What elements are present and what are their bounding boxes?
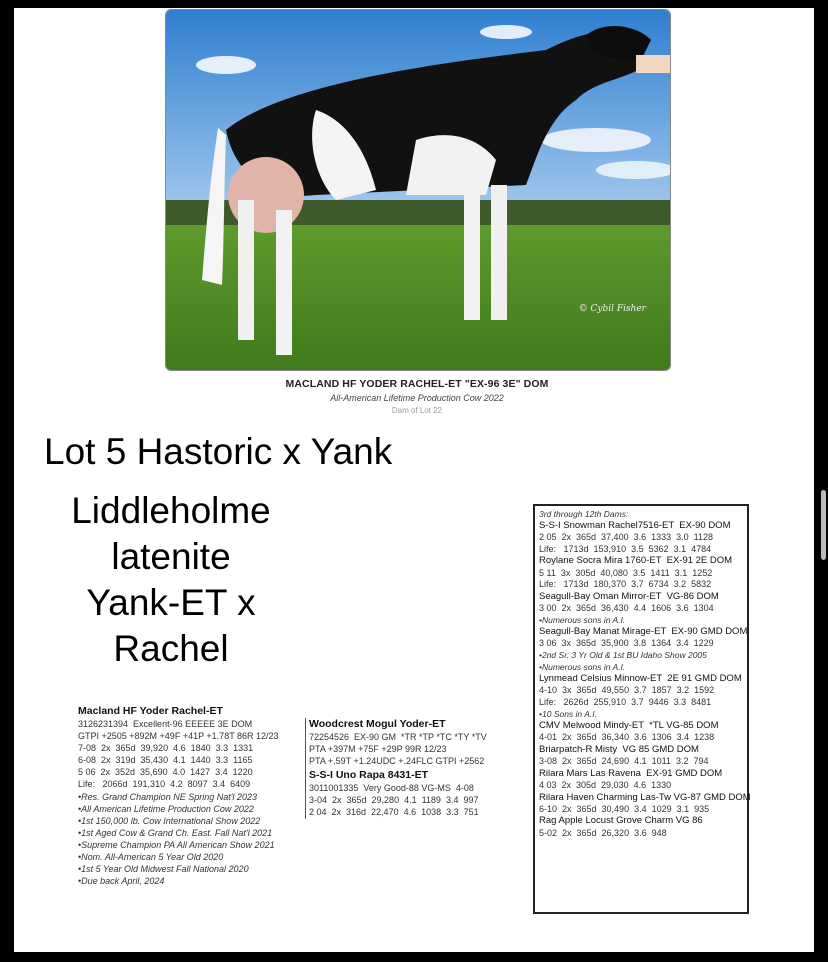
dams-list — [539, 520, 751, 839]
dam-entry-record: 5-02 2x 365d 26,320 3.6 948 — [539, 827, 667, 838]
dam-entry-record: 4-01 2x 365d 36,340 3.6 1306 3.4 1238 — [539, 732, 715, 743]
dam-entry-note: •10 Sons in A.I. — [539, 708, 597, 719]
dam-entry-record: 3-08 2x 365d 24,690 4.1 1011 3.2 794 — [539, 756, 709, 767]
sire-line: PTA +397M +75F +29P 99R 12/23 — [309, 744, 447, 755]
dam-honor: •Nom. All-American 5 Year Old 2020 — [78, 852, 224, 863]
dam-line: 3126231394 Excellent-96 EEEEE 3E DOM — [78, 719, 253, 729]
sire-dam-name: S-S-I Uno Rapa 8431-ET — [309, 769, 429, 782]
sire-pedigree — [305, 718, 487, 819]
sire-name: Woodcrest Mogul Yoder-ET — [309, 718, 446, 730]
dam-line: 7-08 2x 365d 39,920 4.6 1840 3.3 1331 — [78, 743, 254, 754]
dam-line: GTPI +2505 +892M +49F +41P +1.78T 86R 12/23 — [78, 731, 279, 742]
dam-line: 5 06 2x 352d 35,690 4.0 1427 3.4 1220 — [78, 767, 253, 778]
dam-entry-name: Lynmead Celsius Minnow-ET 2E 91 GMD DOM — [539, 673, 742, 685]
dam-entry-record: 3 06 3x 365d 35,900 3.8 1364 3.4 1229 — [539, 638, 714, 649]
dam-honor: •1st 150,000 lb. Cow International Show 2022 — [78, 815, 261, 826]
dam-entry-name: Seagull-Bay Manat Mirage-ET EX-90 GMD DOM — [539, 626, 748, 638]
dam-honor: •1st 5 Year Old Midwest Fall National 2020 — [78, 864, 249, 875]
dams-box — [533, 504, 749, 914]
dam-honor: •1st Aged Cow & Grand Ch. East. Fall Nat'l 2021 — [78, 827, 273, 838]
lot-title-line-1: Lot 5 Hastoric x Yank — [44, 431, 393, 472]
lot-title-line-5: Rachel — [113, 628, 229, 669]
dam-entry-note: •Numerous sons in A.I. — [539, 661, 626, 672]
dam-line: Life: 2066d 191,310 4.2 8097 3.4 6409 — [78, 779, 251, 790]
dam-entry-record: Life: 2626d 255,910 3.7 9446 3.3 8481 — [539, 696, 712, 707]
cow-illustration — [166, 10, 670, 370]
dam-entry-name: Rag Apple Locust Grove Charm VG 86 — [539, 815, 703, 827]
dam-honor: •Supreme Champion PA All American Show 2021 — [78, 839, 275, 850]
dam-line: 6-08 2x 319d 35,430 4.1 1440 3.3 1165 — [78, 755, 253, 766]
lot-title-line-3: latenite — [111, 536, 231, 577]
dam-entry-record: 2 05 2x 365d 37,400 3.6 1333 3.0 1128 — [539, 532, 713, 543]
dam-honor: •All American Lifetime Production Cow 2022 — [78, 803, 254, 814]
scrollbar-thumb[interactable] — [821, 490, 826, 560]
dam-entry-name: Seagull-Bay Oman Mirror-ET VG-86 DOM — [539, 590, 719, 602]
dam-entry-name: CMV Melwood Mindy-ET *TL VG-85 DOM — [539, 720, 719, 732]
photo-credit: © Cybil Fisher — [578, 304, 646, 314]
cow-photo — [165, 9, 671, 371]
dam-entry-record: 3 00 2x 365d 36,430 4.4 1606 3.6 1304 — [539, 602, 714, 613]
dam-entry-name: Rilara Haven Charming Las-Tw VG-87 GMD DOM — [539, 791, 751, 803]
dam-name: Macland HF Yoder Rachel-ET — [78, 705, 223, 717]
sire-dam-line: 3011001335 Very Good-88 VG-MS 4-08 — [309, 783, 474, 794]
dam-entry-record: 5 11 3x 305d 40,080 3.5 1411 3.1 1252 — [539, 567, 713, 578]
sire-line: PTA +.59T +1.24UDC +.24FLC GTPI +2562 — [309, 756, 485, 767]
dams-box-header: 3rd through 12th Dams: — [539, 509, 629, 519]
lot-title-block — [38, 488, 304, 672]
lot-title-line-2: Liddleholme — [71, 490, 271, 531]
dam-entry-name: S-S-I Snowman Rachel7516-ET EX-90 DOM — [539, 520, 731, 531]
dam-entry-record: Life: 1713d 180,370 3.7 6734 3.2 5832 — [539, 579, 712, 590]
photo-caption-title: MACLAND HF YODER RACHEL-ET "EX-96 3E" DOM — [285, 378, 549, 390]
photo-caption-subtitle: All-American Lifetime Production Cow 2022 — [330, 393, 504, 403]
dam-honor: •Res. Grand Champion NE Spring Nat'l 2023 — [78, 791, 257, 802]
dam-entry-note: •Numerous sons in A.I. — [539, 614, 626, 625]
dam-entry-record: 4 03 2x 305d 29,030 4.6 1330 — [539, 779, 672, 790]
sire-dam-line: 2 04 2x 316d 22,470 4.6 1038 3.3 751 — [309, 807, 479, 818]
dam-pedigree — [78, 705, 279, 887]
dam-entry-name: Rilara Mars Las Ravena EX-91 GMD DOM — [539, 767, 723, 779]
sale-catalog-page — [14, 8, 814, 952]
dam-entry-name: Roylane Socra Mira 1760-ET EX-91 2E DOM — [539, 555, 733, 567]
photo-caption-note: Dam of Lot 22 — [391, 406, 443, 415]
sire-line: 72254526 EX-90 GM *TR *TP *TC *TY *TV — [309, 732, 487, 742]
sire-dam-line: 3-04 2x 365d 29,280 4.1 1189 3.4 997 — [309, 795, 479, 806]
dam-honor: •Due back April, 2024 — [78, 876, 165, 887]
dam-entry-name: Briarpatch-R Misty VG 85 GMD DOM — [539, 743, 699, 755]
dam-entry-record: 6-10 2x 365d 30,490 3.4 1029 3.1 935 — [539, 803, 710, 814]
lot-title-line-4: Yank-ET x — [86, 582, 256, 623]
dam-entry-record: 4-10 3x 365d 49,550 3.7 1857 3.2 1592 — [539, 685, 715, 696]
dam-entry-note: •2nd Sr. 3 Yr Old & 1st BU Idaho Show 2005 — [539, 649, 707, 660]
dam-entry-record: Life: 1713d 153,910 3.5 5362 3.1 4784 — [539, 543, 712, 554]
